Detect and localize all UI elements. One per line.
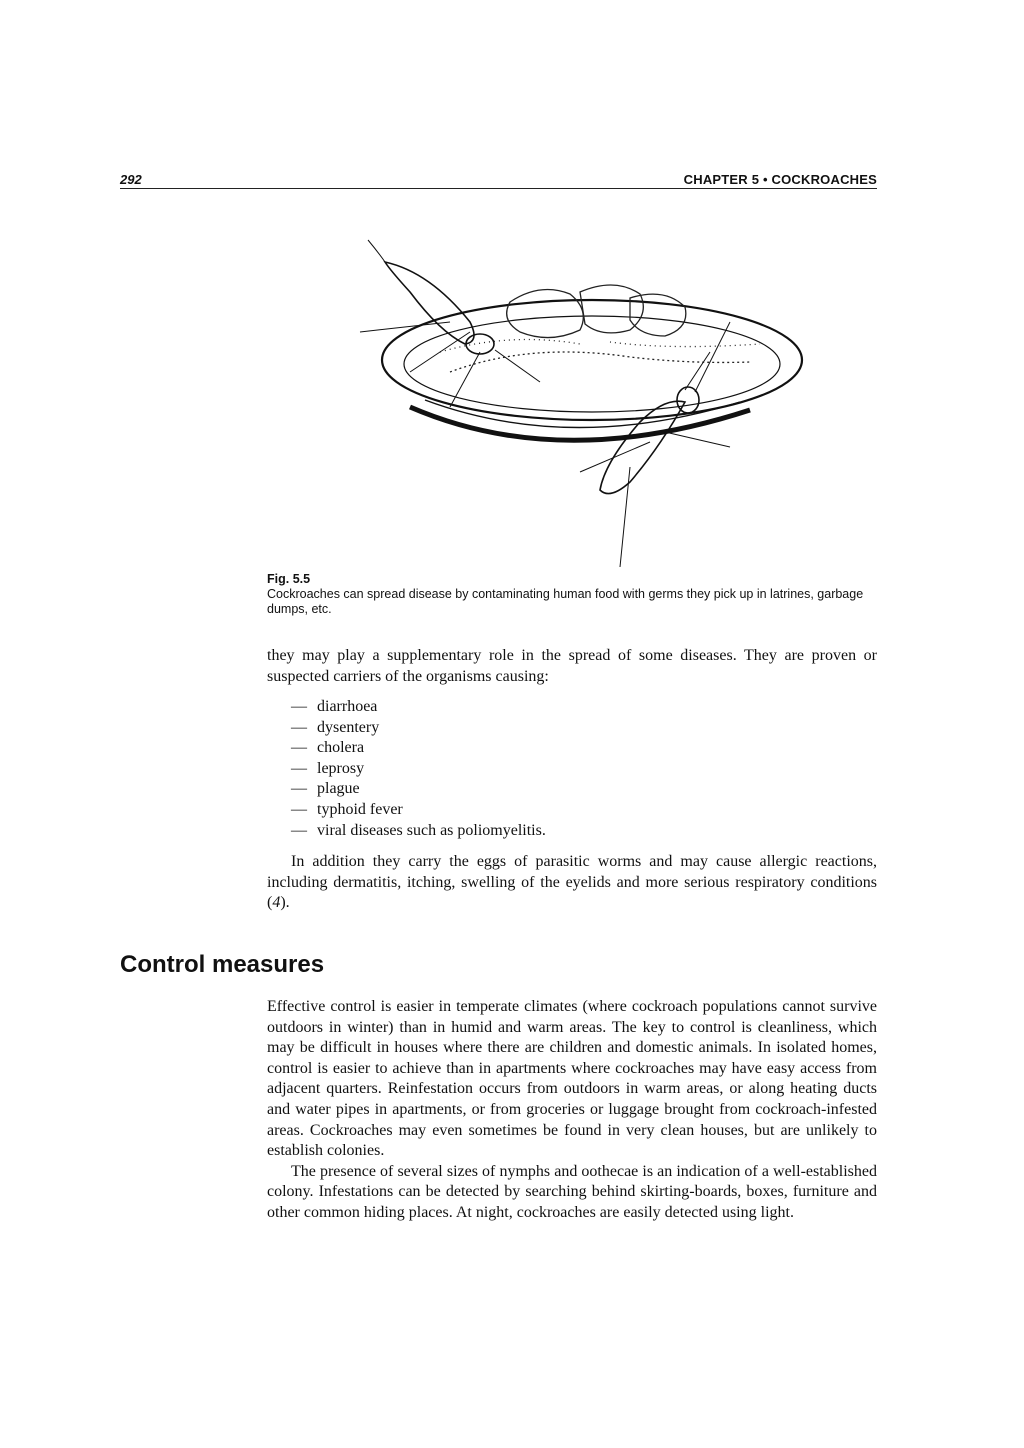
cockroach-food-illustration bbox=[330, 232, 810, 568]
body-paragraph-1 bbox=[267, 646, 877, 687]
figure-caption bbox=[267, 572, 879, 617]
paragraph-text: The presence of several sizes of nymphs and oothecae is an indication of a well-established colony. Infestations can be detected by searching behind skirting-boards, boxes, furniture and other common hiding places. At night, cockroaches are easily detected using light. bbox=[267, 1162, 877, 1221]
chapter-title: CHAPTER 5 • COCKROACHES bbox=[683, 172, 877, 187]
cockroach-left bbox=[360, 240, 540, 407]
paragraph-text: they may play a supplementary role in the spread of some diseases. They are proven or suspected carriers of the organisms causing: bbox=[267, 647, 877, 685]
page-number: 292 bbox=[120, 172, 142, 187]
figure-caption-text: Cockroaches can spread disease by contaminating human food with germs they pick up in latrines, garbage dumps, etc. bbox=[267, 587, 864, 616]
list-item: — dysentery bbox=[291, 718, 380, 736]
list-item: — viral diseases such as poliomyelitis. bbox=[291, 821, 546, 839]
list-item: — diarrhoea bbox=[291, 698, 378, 715]
plate bbox=[382, 300, 802, 440]
list-item: — leprosy bbox=[291, 759, 365, 777]
disease-list bbox=[291, 697, 546, 841]
control-measures-text bbox=[267, 997, 877, 1224]
reference-number: 4 bbox=[272, 894, 281, 912]
list-item: — cholera bbox=[291, 739, 365, 757]
body-paragraph-2 bbox=[267, 852, 877, 914]
figure-label: Fig. 5.5 bbox=[267, 572, 311, 586]
section-heading: Control measures bbox=[120, 951, 325, 978]
running-header bbox=[120, 172, 877, 189]
paragraph-text: Effective control is easier in temperate climates (where cockroach populations cannot survive outdoors in winter) than in humid and warm areas. The key to control is cleanliness, which may be difficult in houses where there are children and domestic animals. In isolated homes, control is easier to achieve than in apartments where cockroaches may have easy access from adjacent quarters. Reinfestation occurs from outdoors in warm areas, or along heating ducts and water pipes in apartments, or from groceries or luggage brought from cockroach-infested areas. Cockroaches may even sometimes be found in very clean houses, but are unlikely to establish colonies. bbox=[267, 998, 877, 1160]
list-item: — typhoid fever bbox=[291, 800, 403, 818]
list-item: — plague bbox=[291, 780, 360, 798]
paragraph-text: In addition they carry the eggs of parasitic worms and may cause allergic reactions, including dermatitis, itching, swelling of the eyelids and more serious respiratory conditions (4). bbox=[267, 853, 877, 912]
cockroach-right bbox=[580, 322, 730, 567]
